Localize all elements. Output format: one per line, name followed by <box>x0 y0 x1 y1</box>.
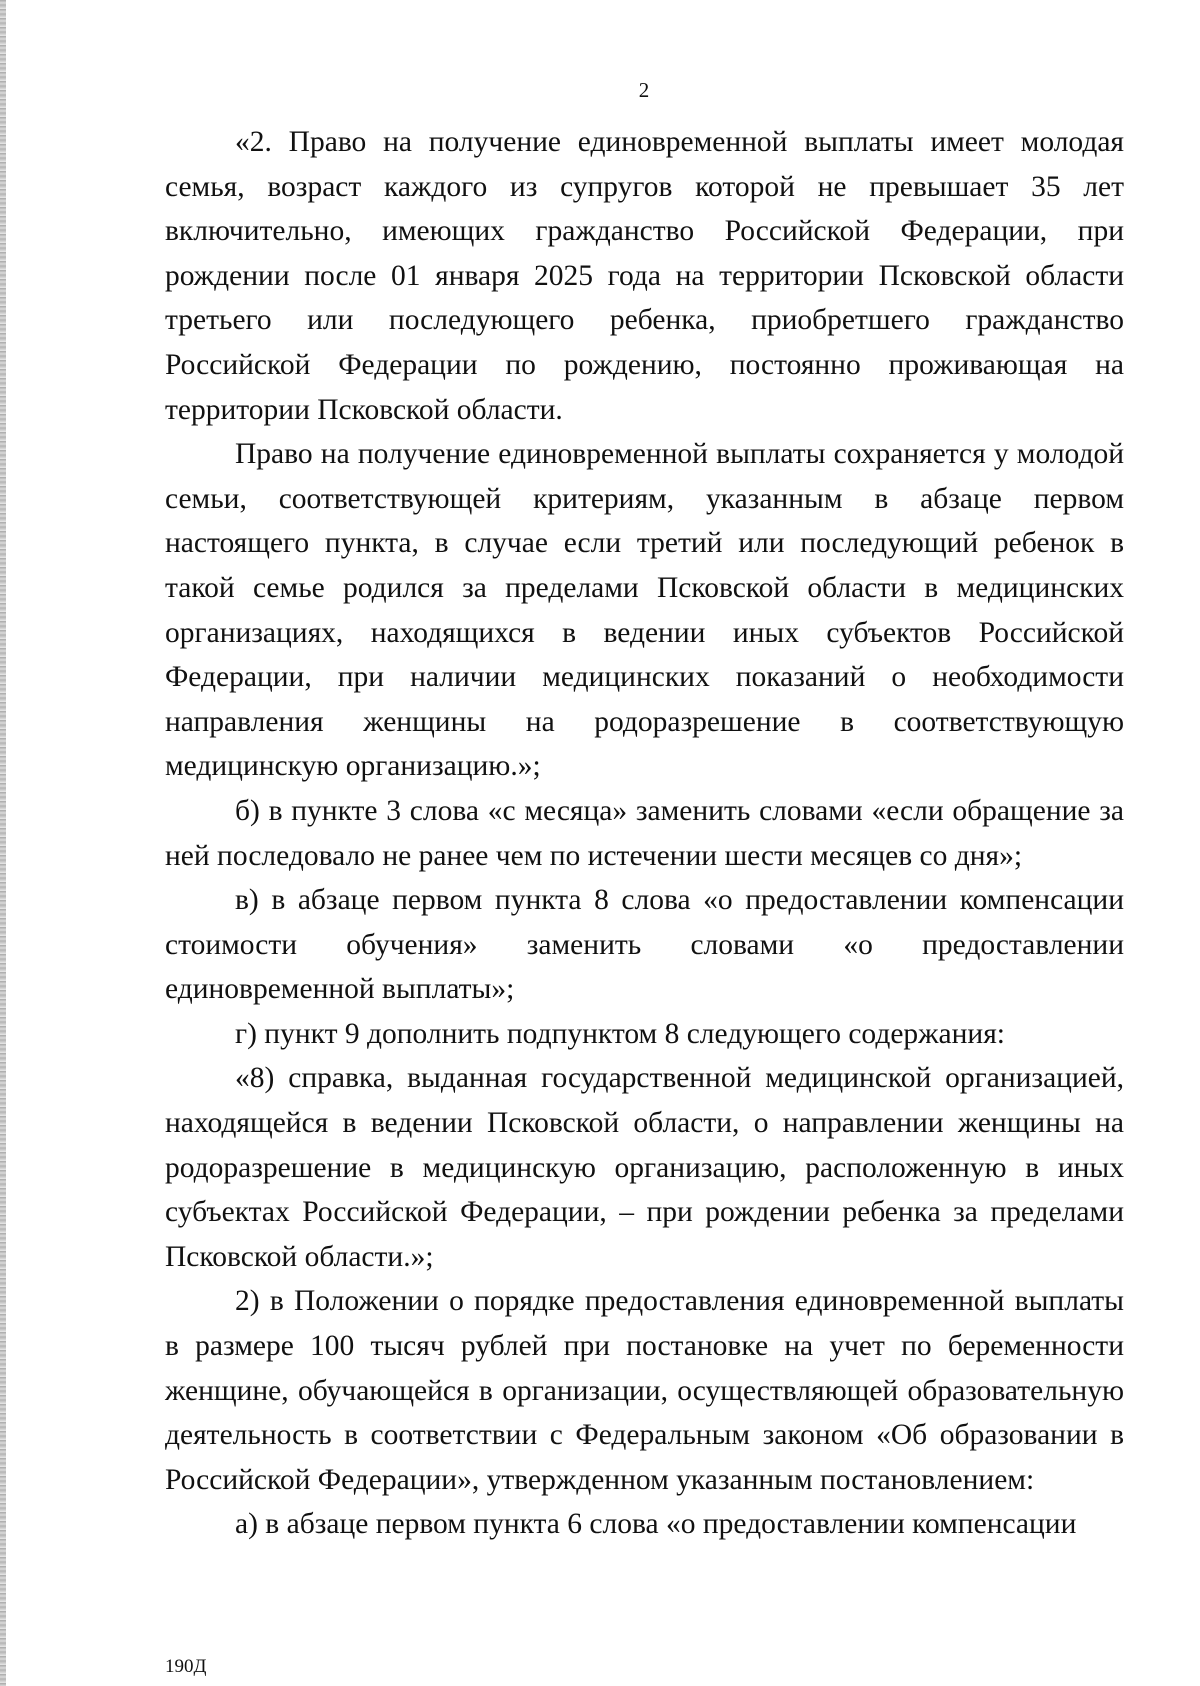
paragraph-subitem-a: а) в абзаце первом пункта 6 слова «о предоставлении компенсации <box>235 1508 1077 1541</box>
paragraph-right-preserved: Право на получение единовременной выплаты сохраняется у молодой семьи, соответствующей критериям, указанным в абзаце первом настоящего пункта, в случае если третий или последующий ребенок в такой семье родился за пределами Псковской области в медицинских организациях, находящихся в ведении иных субъектов Российской Федерации, при наличии медицинских показаний о необходимости направления женщины на родоразрешение в соответствующую медицинскую организацию.»; <box>165 438 1124 783</box>
paragraph-item-2-right: «2. Право на получение единовременной выплаты имеет молодая семья, возраст каждого из супругов которой не превышает 35 лет включительно, имеющих гражданство Российской Федерации, при рождении после 01 января 2025 года на территории Псковской области третьего или последующего ребенка, приобретшего гражданство Российской Федерации по рождению, постоянно проживающая на территории Псковской области. <box>165 126 1124 426</box>
page-number: 2 <box>638 78 650 102</box>
scan-edge <box>0 0 6 1686</box>
document-code: 190Д <box>165 1656 207 1677</box>
paragraph-subitem-g: г) пункт 9 дополнить подпунктом 8 следующего содержания: <box>235 1017 1005 1050</box>
paragraph-item-2-regulation: 2) в Положении о порядке предоставления единовременной выплаты в размере 100 тысяч рублей при постановке на учет по беременности женщине, обучающейся в организации, осуществляющей образовательную деятельность в соответствии с Федеральным законом «Об образовании в Российской Федерации», утвержденном указанным постановлением: <box>165 1285 1124 1496</box>
paragraph-subitem-v: в) в абзаце первом пункта 8 слова «о предоставлении компенсации стоимости обучения» заменить словами «о предоставлении единовременной выплаты»; <box>165 884 1124 1006</box>
paragraph-subitem-8-certificate: «8) справка, выданная государственной медицинской организацией, находящейся в ведении Псковской области, о направлении женщины на родоразрешение в медицинскую организацию, расположенную в иных субъектах Российской Федерации, – при рождении ребенка за пределами Псковской области.»; <box>165 1062 1124 1273</box>
document-body <box>165 120 1124 1547</box>
paragraph-subitem-b: б) в пункте 3 слова «с месяца» заменить словами «если обращение за ней последовало не ранее чем по истечении шести месяцев со дня»; <box>165 794 1124 872</box>
